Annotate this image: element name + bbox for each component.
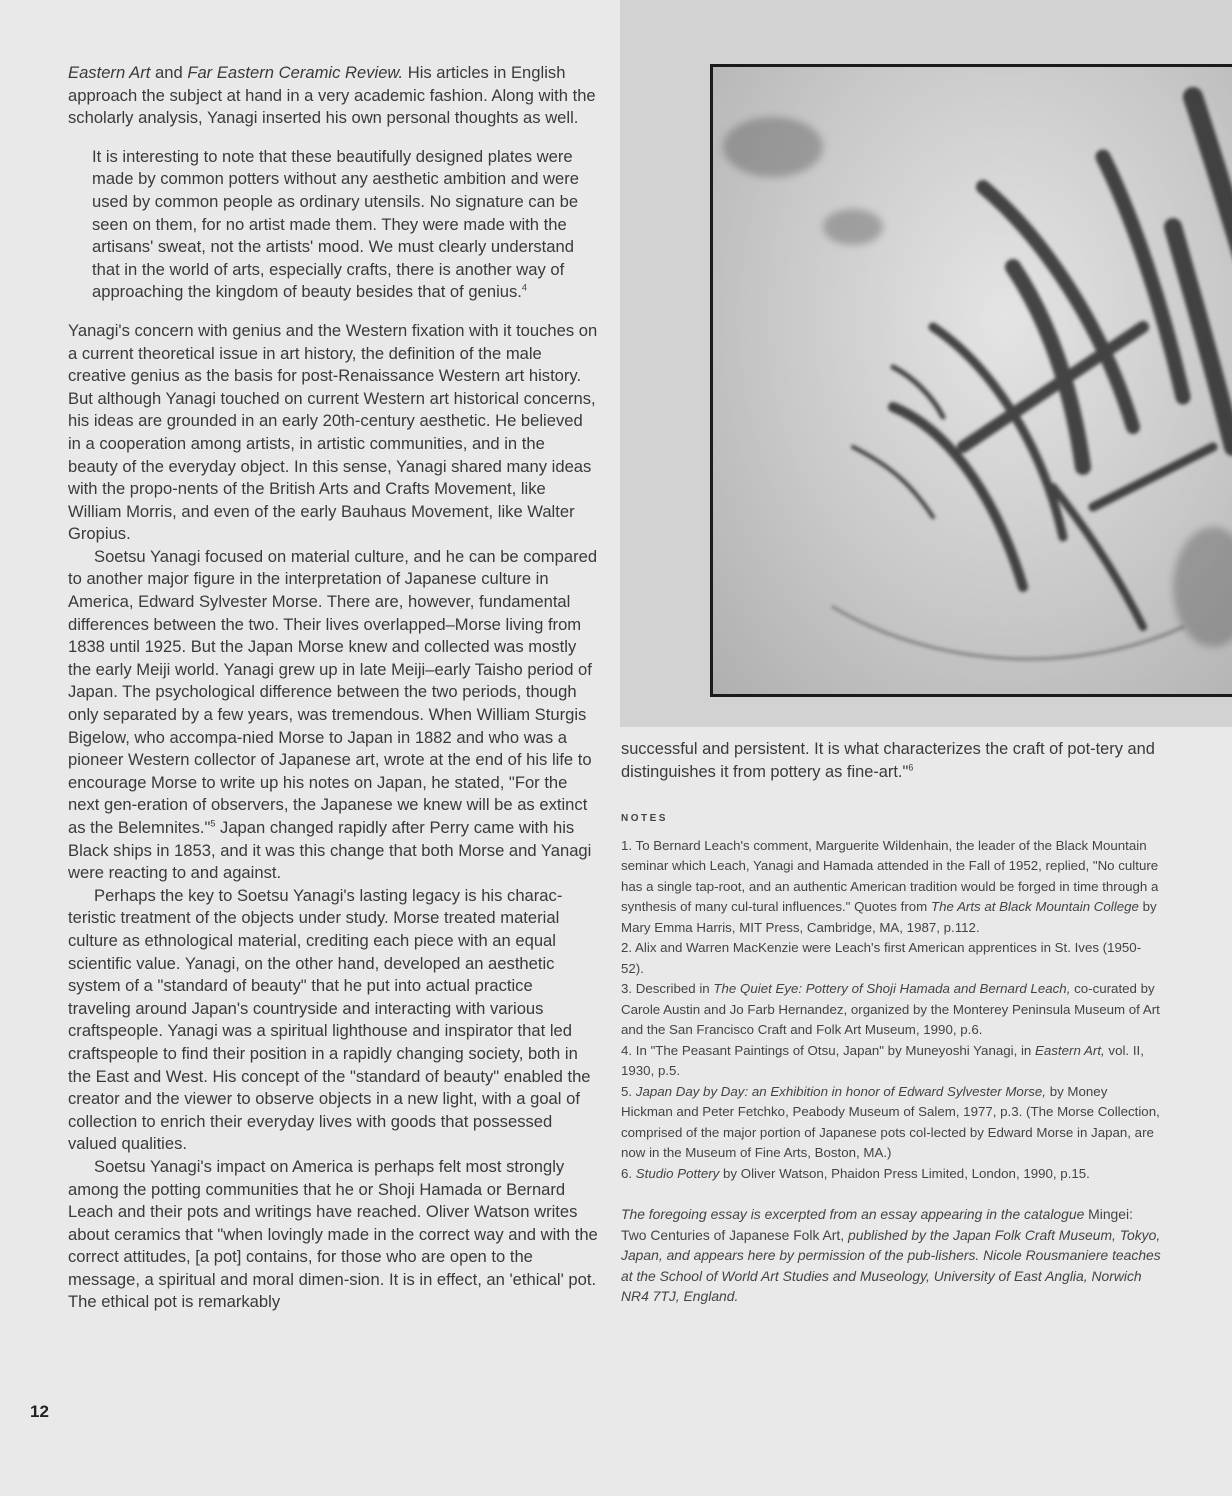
pottery-photo [620, 0, 1232, 727]
note-text: 4. In "The Peasant Paintings of Otsu, Japan" by Muneyoshi Yanagi, in [621, 1042, 1036, 1058]
paragraph-text: His articles in English approach the subject at hand in a very academic fashion. Along with the scholarly analysis, Yanagi inserted his own personal thoughts as well. [68, 63, 596, 128]
note-title: Eastern Art, [1035, 1042, 1105, 1058]
right-column [621, 738, 1161, 1306]
credit-text: published by the Japan Folk Craft Museum, Tokyo, Japan, and appears here by permission of the pub-lishers. Nicole Rousmaniere teaches at the School of World Art Studies and Museology, University of East Anglia, Norwich NR4 7TJ, England. [621, 1226, 1161, 1304]
photo-frame [710, 64, 1232, 697]
note-text: 3. Described in [621, 981, 714, 997]
note-1 [621, 836, 1161, 939]
footnote-ref: 5 [210, 818, 216, 829]
paragraph-4: Perhaps the key to Soetsu Yanagi's lasting legacy is his charac-teristic treatment of the objects under study. Morse treated material culture as ethnological material, crediting each piece with an equal scientific value. Yanagi, on the other hand, developed an aesthetic system of a "standard of beauty" that he put into actual practice traveling around Japan's countryside and interacting with various craftspeople. Yanagi was a spiritual lighthouse and inspirator that led craftspeople to find their position in a rapidly changing society, both in the East and West. His concept of the "standard of beauty" enabled the creator and the viewer to observe objects in a new light, with a goal of collection to enrich their everyday lives with goods that possessed valued qualities. [68, 885, 591, 1154]
note-text: vol. II, 1930, p.5. [621, 1042, 1144, 1079]
paragraph-5: Soetsu Yanagi's impact on America is perhaps felt most strongly among the potting communities that he or Shoji Hamada or Bernard Leach and their pots and writings have reached. Oliver Watson writes about ceramics that "when lovingly made in the correct way and with the correct attitudes, [a pot] contains, for those who are open to the message, a spiritual and moral dimen-sion. It is in effect, an 'ethical' pot. The ethical pot is remarkably [68, 1156, 598, 1312]
note-3 [621, 979, 1161, 1041]
paragraph-text: Japan changed rapidly after Perry came with his Black ships in 1853, and it was this change that both Morse and Yanagi were reacting to and against. [68, 818, 592, 883]
footnote-ref: 4 [521, 282, 527, 293]
quote-text: It is interesting to note that these beautifully designed plates were made by common potters without any aesthetic ambition and were used by common people as ordinary utensils. No signature can be seen on them, for no artist made them. They were made with the artisans' sweat, not the artists' mood. We must clearly understand that in the world of arts, especially crafts, there is another way of approaching the kingdom of beauty besides that of genius. [92, 146, 580, 302]
left-column [68, 62, 598, 1314]
note-4 [621, 1041, 1161, 1082]
journal-title: Eastern Art [68, 63, 151, 82]
paragraph-text: Soetsu Yanagi focused on material culture, and he can be compared to another major figure in the interpretation of Japanese culture in America, Edward Sylvester Morse. There are, however, fundamental differences between the two. Their lives overlapped–Morse living from 1838 until 1925. But the Japan Morse knew and collected was mostly the early Meiji world. Yanagi grew up in late Meiji–early Taisho period of Japan. The psychological difference between the two periods, though only separated by a few years, was tremendous. When William Sturgis Bigelow, who accompa-nied Morse to Japan in 1882 and who was a pioneer Western collector of Japanese art, wrote at the end of his life to encourage Morse to write up his notes on Japan, he stated, "For the next gen-eration of observers, the Japanese we knew will be as extinct as the Belemnites." [68, 546, 598, 837]
journal-title: Far Eastern Ceramic Review. [187, 63, 404, 82]
paragraph-text: successful and persistent. It is what characterizes the craft of pot-tery and distinguishes it from pottery as fine-art." [621, 740, 1155, 781]
note-title: Japan Day by Day: an Exhibition in honor of Edward Sylvester Morse, [635, 1083, 1046, 1099]
catalogue-title: Mingei: Two Centuries of Japanese Folk Art, [621, 1206, 1133, 1243]
note-text: 6. [621, 1165, 636, 1181]
note-text: by Mary Emma Harris, MIT Press, Cambridge, MA, 1987, p.112. [621, 899, 1157, 935]
continuation-paragraph [621, 738, 1161, 783]
note-title: Studio Pottery [635, 1165, 720, 1181]
note-text: co-curated by Carole Austin and Jo Farb Hernandez, organized by the Monterey Peninsula Museum of Art and the San Francisco Craft and Folk Art Museum, 1990, p.6. [621, 981, 1160, 1038]
note-text: 1. To Bernard Leach's comment, Marguerite Wildenhain, the leader of the Black Mountain seminar which Leach, Yanagi and Hamada attended in the Fall of 1952, replied, "No culture has a single tap-root, and an authentic American tradition would be forged in time through a synthesis of many cul-tural influences." Quotes from [621, 837, 1159, 915]
notes-heading: NOTES [621, 813, 668, 825]
paragraph-1 [68, 62, 598, 130]
note-text: by Oliver Watson, Phaidon Press Limited, London, 1990, p.15. [719, 1165, 1090, 1181]
note-6 [621, 1164, 1161, 1185]
essay-credit [621, 1204, 1161, 1306]
note-title: The Quiet Eye: Pottery of Shoji Hamada and Bernard Leach, [713, 981, 1071, 997]
note-5 [621, 1082, 1161, 1164]
brushwork-image [713, 67, 1232, 694]
block-quote [92, 146, 598, 304]
note-2: 2. Alix and Warren MacKenzie were Leach's first American apprentices in St. Ives (1950-52). [621, 940, 1142, 976]
paragraph-2: Yanagi's concern with genius and the Western fixation with it touches on a current theoretical issue in art history, the definition of the male creative genius as the basis for post-Renaissance Western art history. But although Yanagi touched on current Western art historical concerns, his ideas are grounded in an early 20th-century aesthetic. He believed in a cooperation among artists, in artistic communities, and in the beauty of the everyday object. In this sense, Yanagi shared many ideas with the propo-nents of the British Arts and Crafts Movement, like William Morris, and even of the early Bauhaus Movement, like Walter Gropius. [68, 320, 598, 544]
note-title: The Arts at Black Mountain College [930, 899, 1139, 915]
footnote-ref: 6 [908, 762, 914, 773]
paragraph-3 [68, 546, 598, 885]
note-text: 5. [621, 1083, 636, 1099]
paragraph-text: and [150, 63, 188, 82]
note-text: by Money Hickman and Peter Fetchko, Peabody Museum of Salem, 1977, p.3. (The Morse Collection, comprised of the major portion of Japanese pots col-lected by Edward Morse in Japan, are now in the Museum of Fine Arts, Boston, MA.) [621, 1083, 1160, 1161]
page-number: 12 [30, 1402, 49, 1421]
credit-text: The foregoing essay is excerpted from an essay appearing in the catalogue [621, 1206, 1089, 1223]
